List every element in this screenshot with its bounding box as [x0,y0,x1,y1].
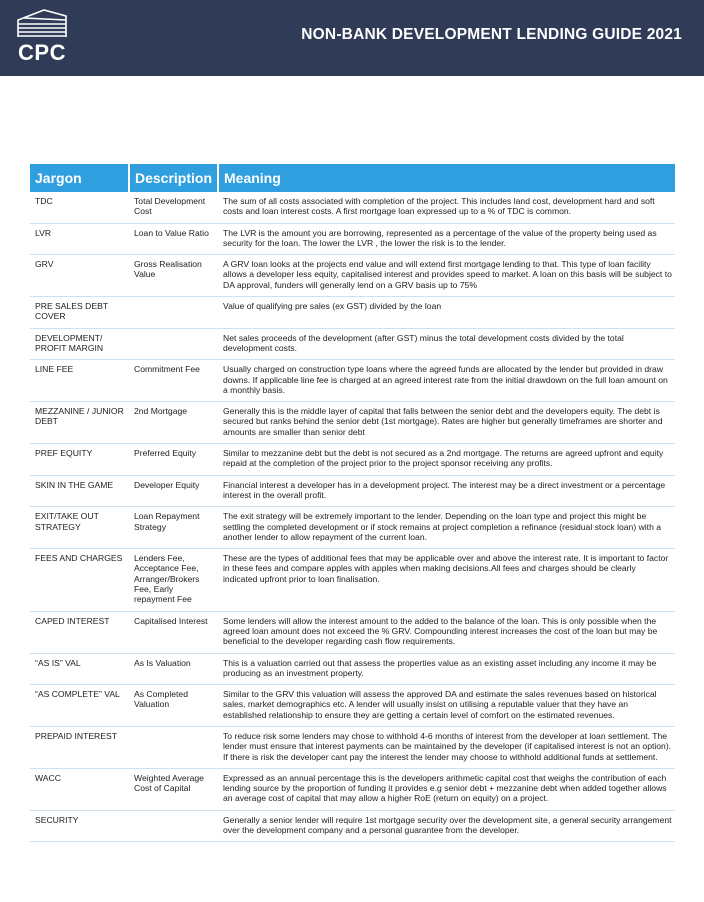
description-cell: Commitment Fee [129,360,218,402]
building-lines-icon [14,6,70,40]
meaning-cell: This is a valuation carried out that assess the properties value as an existing asset including any income it may be producing as an investment property. [218,653,675,685]
jargon-cell: TDC [30,192,129,223]
page-header [0,0,704,76]
description-cell [129,810,218,842]
jargon-cell: PRE SALES DEBT COVER [30,297,129,329]
meaning-cell: Some lenders will allow the interest amount to the added to the balance of the loan. This is only possible when the agreed loan amount does not exceed the % GRV. Compounding interest increases the cost of the loan but may be beneficial to the developer regarding cash flow requirements. [218,611,675,653]
table-row [30,611,675,653]
table-row [30,360,675,402]
jargon-cell: GRV [30,255,129,297]
description-cell: Lenders Fee, Acceptance Fee, Arranger/Brokers Fee, Early repayment Fee [129,549,218,611]
meaning-cell: Similar to the GRV this valuation will assess the approved DA and estimate the sales revenues based on historical sales, market demographics etc. A lender will usually insist on utilising a reputable valuer that they have an established relationship to ensure they are getting a certain level of comfort on the estimated revenues. [218,685,675,727]
table-row [30,768,675,810]
description-cell: Developer Equity [129,475,218,507]
jargon-cell: PREPAID INTEREST [30,726,129,768]
meaning-cell: The LVR is the amount you are borrowing, represented as a percentage of the value of the property being used as security for the loan. The lower the LVR , the lower the risk is to the lender. [218,223,675,255]
table-row [30,475,675,507]
jargon-table [30,164,675,842]
jargon-cell: MEZZANINE / JUNIOR DEBT [30,402,129,444]
table-header-row [30,164,675,192]
meaning-cell: Expressed as an annual percentage this is the developers arithmetic capital cost that weighs the contribution of each lending source by the proportion of funding it provides e.g senior debt + mezzanine debt when added together allows an average cost of capital that may allow a higher RoE (return on equity) on a project. [218,768,675,810]
description-cell: 2nd Mortgage [129,402,218,444]
table-row [30,223,675,255]
description-cell: Weighted Average Cost of Capital [129,768,218,810]
meaning-cell: Value of qualifying pre sales (ex GST) divided by the loan [218,297,675,329]
description-cell [129,726,218,768]
meaning-cell: Generally a senior lender will require 1st mortgage security over the development site, a general security arrangement over the development company and a personal guarantee from the developer. [218,810,675,842]
meaning-cell: Similar to mezzanine debt but the debt is not secured as a 2nd mortgage. The returns are agreed upfront and equity repaid at the completion of the project prior to the project sponsor receiving any profits. [218,444,675,476]
table-row [30,653,675,685]
description-cell: Preferred Equity [129,444,218,476]
jargon-cell: LINE FEE [30,360,129,402]
table-row [30,297,675,329]
meaning-cell: These are the types of additional fees that may be applicable over and above the interest rate. It is important to factor in these fees and compare apples with apples when making decisions.All fees and charges should be clearly indicated upfront prior to loan finalisation. [218,549,675,611]
meaning-cell: Generally this is the middle layer of capital that falls between the senior debt and the developers equity. The debt is secured but ranks behind the senior debt (1st mortgage). Rates are higher but generally timeframes are shorter and amounts are smaller than senior debt [218,402,675,444]
description-cell: As Is Valuation [129,653,218,685]
cpc-logo [14,6,70,64]
jargon-cell: SECURITY [30,810,129,842]
column-header-meaning: Meaning [218,164,675,192]
meaning-cell: The exit strategy will be extremely important to the lender. Depending on the loan type and project this might be settling the completed development or if stock remains at project completion a refinance (residual stock loan) with a another lender to allow repayment of the current loan. [218,507,675,549]
table-row [30,255,675,297]
description-cell: As Completed Valuation [129,685,218,727]
description-cell [129,297,218,329]
jargon-cell: CAPED INTEREST [30,611,129,653]
jargon-cell: PREF EQUITY [30,444,129,476]
description-cell: Total Development Cost [129,192,218,223]
jargon-cell: FEES AND CHARGES [30,549,129,611]
table-row [30,444,675,476]
document-title: NON-BANK DEVELOPMENT LENDING GUIDE 2021 [301,26,682,43]
meaning-cell: Net sales proceeds of the development (after GST) minus the total development costs divided by the total development costs. [218,328,675,360]
jargon-cell: EXIT/TAKE OUT STRATEGY [30,507,129,549]
description-cell: Gross Realisation Value [129,255,218,297]
jargon-cell: DEVELOPMENT/ PROFIT MARGIN [30,328,129,360]
description-cell: Loan to Value Ratio [129,223,218,255]
meaning-cell: To reduce risk some lenders may chose to withhold 4-6 months of interest from the developer at loan settlement. The lender must ensure that interest payments can be maintained by the developer (if capitalised interest is not an option). If there is risk the developer cant pay the interest the lender may choose to withhold additional funds at settlement. [218,726,675,768]
table-row [30,192,675,223]
description-cell [129,328,218,360]
description-cell: Loan Repayment Strategy [129,507,218,549]
column-header-jargon: Jargon [30,164,129,192]
jargon-cell: LVR [30,223,129,255]
logo-text: CPC [18,40,66,65]
meaning-cell: Financial interest a developer has in a development project. The interest may be a direct investment or a percentage interest in the overall profit. [218,475,675,507]
description-cell: Capitalised Interest [129,611,218,653]
table-row [30,328,675,360]
table-row [30,685,675,727]
meaning-cell: Usually charged on construction type loans where the agreed funds are allocated by the lender but provided in draw downs. If applicable line fee is charged at an agreed interest rate from the initial drawdown on the full loan amount on a monthly basis. [218,360,675,402]
table-row [30,507,675,549]
column-header-description: Description [129,164,218,192]
jargon-cell: “AS IS” VAL [30,653,129,685]
table-row [30,810,675,842]
table-row [30,549,675,611]
jargon-cell: “AS COMPLETE” VAL [30,685,129,727]
jargon-cell: SKIN IN THE GAME [30,475,129,507]
meaning-cell: A GRV loan looks at the projects end value and will extend first mortgage lending to that. This type of loan facility allows a developer less equity, capitalised interest and provides speed to market. A loan on this basis will be subject to DA approval, funders will generally lend on a GRV basis up to 75% [218,255,675,297]
table-row [30,402,675,444]
jargon-cell: WACC [30,768,129,810]
meaning-cell: The sum of all costs associated with completion of the project. This includes land cost, development hard and soft costs and loan interest costs. A first mortgage loan expressed up to a % of TDC is common. [218,192,675,223]
table-row [30,726,675,768]
